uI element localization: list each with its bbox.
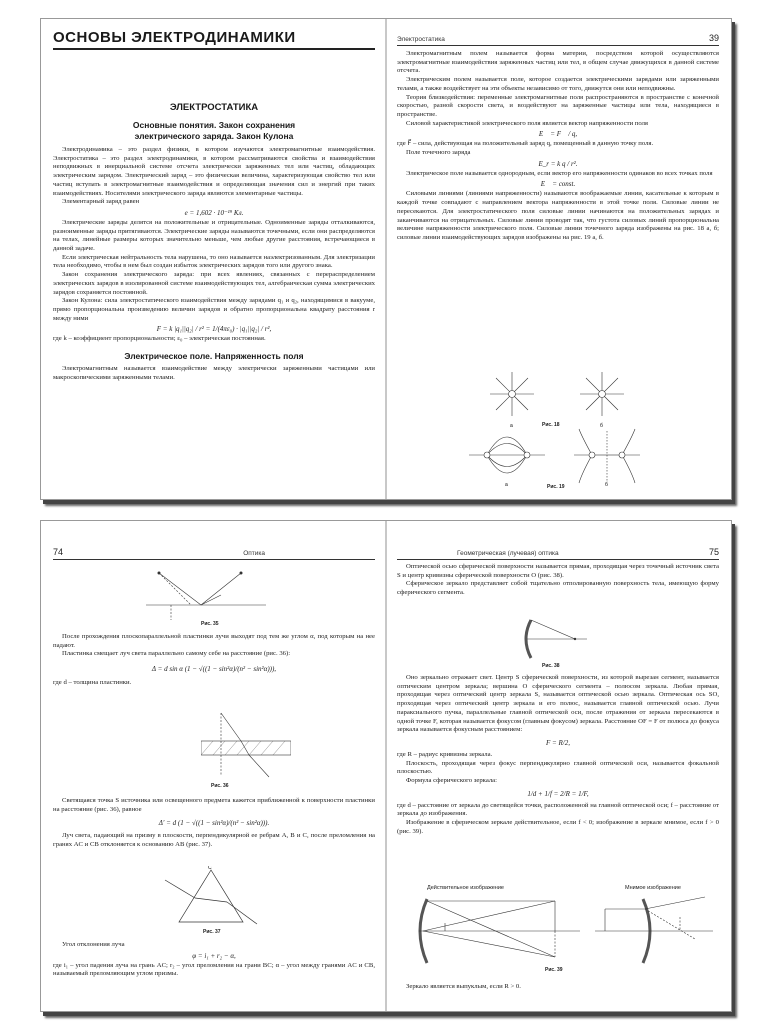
- paragraph: где d – расстояние от зеркала до светящейся точки, расположенной на главной оптической оси; f – расстояние от зеркала до изображения.: [397, 801, 719, 818]
- paragraph: Закон сохранения электрического заряда: при всех явлениях, связанных с перераспределением электрических зарядов в изолированной системе взаимодействующих тел, алгебраическая сумма электрических зарядов сохраняется постоянной.: [53, 271, 375, 296]
- fig19-label-b: б: [605, 482, 608, 487]
- fig18-label-a: а: [510, 423, 513, 429]
- paragraph: Угол отклонения луча: [62, 941, 125, 948]
- paragraph: где k – коэффициент пропорциональности; ε₀ – электрическая постоянная.: [53, 335, 266, 343]
- fig19-caption: Рис. 19: [547, 484, 565, 490]
- paragraph: Пластинка смещает луч света параллельно самому себе на расстояние (рис. 36):: [62, 650, 291, 658]
- formula-elementary-charge: e = 1,602 · 10⁻¹⁹ Кл.: [184, 208, 244, 217]
- paragraph: Луч света, падающий на призму в плоскости, перпендикулярной ее ребрам A, B и C, после преломления на гранях AC и CB отклоняется к основанию AB (рис. 37).: [53, 832, 375, 849]
- figure-35-plate: [141, 565, 271, 623]
- paragraph: Зеркало является выпуклым, если R > 0.: [406, 983, 521, 990]
- page-number: 74: [53, 547, 64, 557]
- fig35-caption: Рис. 35: [201, 621, 219, 627]
- section-title: ЭЛЕКТРОСТАТИКА: [169, 102, 259, 113]
- fig37-caption: Рис. 37: [203, 929, 221, 935]
- paragraph: где i₁ – угол падения луча на грань AC; r₂ – угол преломления на грани BC; α – угол между гранями AC и CB, называемый преломляющим углом призмы.: [53, 961, 375, 978]
- heading-electric-field: Электрическое поле. Напряженность поля: [124, 351, 304, 362]
- formula-focal-length: F = R/2,: [546, 738, 570, 747]
- paragraph: где d – толщина пластинки.: [53, 679, 132, 687]
- page-number: 39: [708, 33, 719, 43]
- fig38-caption: Рис. 38: [542, 663, 560, 669]
- paragraph: где F⃗ – сила, действующая на положительный заряд q, помещенный в данную точку поля.: [397, 140, 654, 148]
- paragraph: Электрическое поле называется однородным, если вектор его напряженности одинаков во всех точках поля: [406, 169, 713, 177]
- paragraph: Теория близкодействия: переменные электромагнитные поля распространяются в пространстве с конечной скоростью, разной скорости света, и воздействуют на заряженные частицы или тела, находящиеся в пространстве.: [397, 93, 719, 118]
- running-header: [397, 33, 719, 46]
- running-head-title: Оптика: [243, 550, 265, 557]
- formula-field-strength: E⃗ = F⃗ / q,: [538, 130, 578, 139]
- paragraph: Закон Кулона: сила электростатического взаимодействия между зарядами q₁ и q₂, находящимися в вакууме, прямо пропорциональна произведению величин зарядов и обратно пропорциональна квадрату расстояния r между ними: [53, 297, 375, 322]
- bottom-spread: [40, 520, 732, 1012]
- formula-point-charge: E_r = k q / r².: [538, 159, 578, 168]
- fig19-label-a: а: [505, 482, 508, 487]
- subtitle: [53, 120, 375, 142]
- paragraph: Силовой характеристикой электрического поля является вектор напряженности поля: [406, 119, 648, 127]
- paragraph: После прохождения плоскопараллельной пластинки лучи выходят под тем же углом α, под которым на нее падают.: [53, 633, 375, 649]
- paragraph: Формула сферического зеркала:: [406, 777, 498, 785]
- paragraph: Поле точечного заряда: [406, 149, 471, 157]
- formula-uniform-field: E⃗ = const.: [540, 180, 576, 189]
- paragraph: Оптической осью сферической поверхности называется прямая, проходящая через точечный источник света S и центр кривизны сферической поверхности O (рис. 38).: [397, 563, 719, 579]
- figure-19-field-lines: [457, 427, 657, 487]
- figure-37-prism: [161, 866, 261, 928]
- figure-38-spherical-mirror: [517, 617, 597, 663]
- paragraph: где R – радиус кривизны зеркала.: [397, 750, 493, 758]
- running-header: [53, 547, 375, 560]
- paragraph: Силовыми линиями (линиями напряженности) называются воображаемые линии, касательные к которым в каждой точке совпадают с направлением вектора напряженности в этой точке поля. Силовые линии не пересекаются. Для электростатического поля силовые линии начинаются на положительных зарядах и заканчиваются на отрицательных. Силовые линии проводят так, что густота силовых линий пропорциональна величине напряженности электрического поля. Силовые линии точечного заряда изображены на рис. 18 а, б; силовые линии взаимодействующих зарядов изображены на рис. 19 а, б.: [397, 190, 719, 241]
- paragraph: Плоскость, проходящая через фокус перпендикулярно главной оптической оси, называется фокальной плоскостью.: [397, 759, 719, 776]
- figure-36-plate-shift: [201, 709, 291, 779]
- page-number: 75: [708, 547, 719, 557]
- paragraph: Элементарный заряд равен: [62, 198, 140, 206]
- page-left-optics: [41, 521, 385, 1011]
- paragraph: Электрические заряды делятся на положительные и отрицательные. Одноименные заряды отталкиваются, разноименные заряды притягиваются. Электрические заряды называются точечными, если они распределяются на телах, линейные размеры которых значительно меньше, чем любые другие расстояния, встречающиеся в данной задаче.: [53, 218, 375, 253]
- paragraph: Электромагнитным полем называется форма материи, посредством которой осуществляются электромагнитные взаимодействия заряженных частиц или тел, в общем случае движущихся в данной системе отсчета.: [397, 50, 719, 75]
- fig39-label-real: Действительное изображение: [427, 885, 504, 891]
- page-left-electrodynamics: [41, 19, 385, 499]
- paragraph: Электродинамика – это раздел физики, в котором изучаются электромагнитные взаимодействия. Электростатика – это раздел электродинамики, в котором рассматриваются свойства и взаимодействия неподвижных в инерциальной системе отсчета электрически заряженных тел или частиц, обладающих электрическим зарядом. Электрический заряд – это физическая величина, характеризующая свойство тел или частиц вступать в электромагнитные взаимодействия и определяющая значения сил и энергий при таких взаимодействиях. Носителями электрического заряда являются элементарные частицы.: [53, 146, 375, 197]
- paragraph: Изображение в сферическом зеркале действительное, если f < 0; изображение в зеркале мнимое, если f > 0 (рис. 39).: [397, 819, 719, 835]
- running-head-title: Электростатика: [397, 36, 445, 43]
- figure-18-field-lines: [477, 369, 647, 431]
- paragraph: Если электрическая нейтральность тела нарушена, то оно называется наэлектризованным. Для электризации тела необходимо, чтобы в нем был создан избыток электрических зарядов того или другого знака.: [53, 253, 375, 270]
- running-header: [397, 547, 719, 560]
- page-right-geometric-optics: [387, 521, 731, 1011]
- formula-apparent-shift: Δ′ = d (1 − √((1 − sin²α)/(n² − sin²α))).: [158, 819, 270, 828]
- paragraph: Электрическим полем называется поле, которое создается электрическими зарядами или заряженными телами, а также воздействует на эти объекты независимо от того, движутся они или неподвижны.: [397, 76, 719, 92]
- running-head-title: Геометрическая (лучевая) оптика: [457, 550, 559, 557]
- formula-deviation: φ = i₁ + r₂ − α,: [192, 951, 236, 960]
- chapter-title: ОСНОВЫ ЭЛЕКТРОДИНАМИКИ: [53, 29, 375, 50]
- subtitle-line1: Основные понятия. Закон сохранения: [132, 120, 296, 130]
- fig39-caption: Рис. 39: [545, 967, 563, 973]
- fig18-caption: Рис. 18: [542, 422, 560, 428]
- fig39-label-virtual: Мнимое изображение: [625, 885, 681, 891]
- paragraph: Светящаяся точка S источника или освещенного предмета кажется приближенной к поверхности пластинки на расстояние (рис. 36), равное: [53, 797, 375, 813]
- formula-mirror: 1/d + 1/f = 2/R = 1/F,: [527, 789, 589, 798]
- prism-vertex-c: C: [208, 866, 212, 871]
- paragraph: Сферическое зеркало представляет собой тщательно отполированную поверхность тела, имеющую форму сферического сегмента.: [397, 580, 719, 597]
- fig36-caption: Рис. 36: [211, 783, 229, 789]
- formula-coulomb: F = k |q₁||q₂| / r² = 1/(4πε₀) · |q₁||q₂| / r²,: [156, 325, 272, 334]
- subtitle-line2: электрического заряда. Закон Кулона: [134, 131, 294, 141]
- formula-displacement: Δ = d sin α (1 − √((1 − sin²α)/(n² − sin²α))),: [151, 665, 277, 674]
- top-spread: [40, 18, 732, 500]
- fig18-label-b: б: [600, 423, 603, 429]
- paragraph: Оно зеркально отражает свет. Центр S сферической поверхности, из которой вырезан сегмент, называется оптическим центром зеркала; вершина O сферического сегмента – полюсом зеркала. Любая прямая, проходящая через оптический центр зеркала S, называется оптической осью зеркала. Оптическая ось SO, проходящая через оптический центр зеркала и его полюс, называется главной оптической осью. Лучи параксиального пучка, параллельные главной оптической оси, после отражения от зеркала пересекаются в одной точке F, которая называется фокусом (главным фокусом) зеркала. Расстояние OF = F от полюса до фокуса зеркала называется фокусным расстоянием:: [397, 674, 719, 734]
- paragraph: Электромагнитным называется взаимодействие между электрически заряженными частицами или макроскопическими заряженными телами.: [53, 365, 375, 381]
- figure-39-mirror-images: [405, 895, 715, 967]
- page-right-electrostatics: [387, 19, 731, 499]
